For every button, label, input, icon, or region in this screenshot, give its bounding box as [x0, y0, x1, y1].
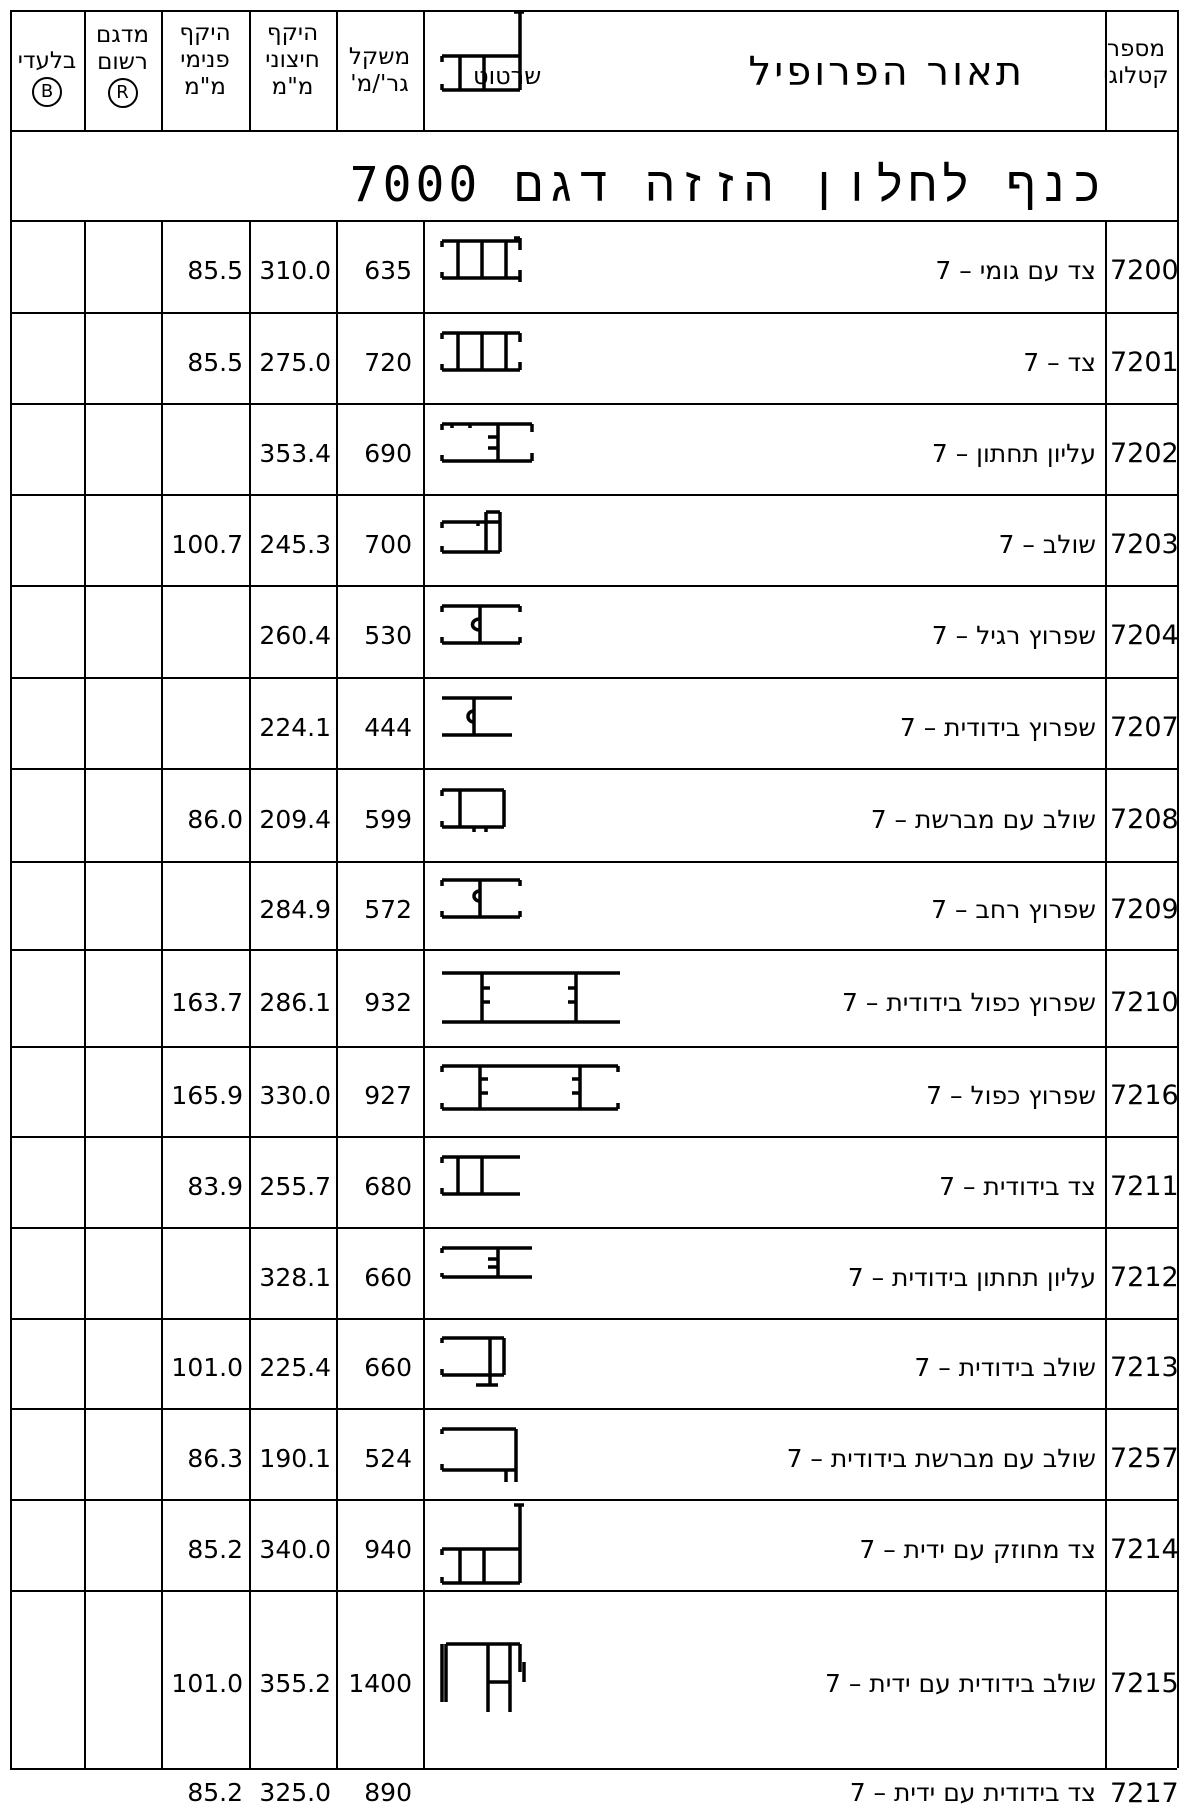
catalog-number: 7215: [1110, 1668, 1179, 1699]
catalog-number: 7216: [1110, 1080, 1179, 1111]
weight-value: 572: [364, 895, 412, 924]
header-catalog-line2: קטלוגי: [1103, 63, 1169, 89]
profile-description: צד – 7: [1023, 348, 1096, 377]
profile-drawing: [440, 1243, 640, 1307]
weight-value: 660: [364, 1263, 412, 1292]
header-registered-line1: מדגם: [96, 22, 149, 48]
inner-perimeter-value: 101.0: [171, 1669, 243, 1698]
row-divider: [10, 494, 1177, 496]
catalog-number: 7200: [1110, 255, 1179, 286]
inner-perimeter-value: 85.2: [187, 1535, 243, 1564]
weight-value: 720: [364, 348, 412, 377]
weight-value: 635: [364, 256, 412, 285]
weight-value: 444: [364, 713, 412, 742]
weight-value: 530: [364, 621, 412, 650]
header-weight: [336, 44, 423, 98]
profile-description: שפרוץ בידודית – 7: [899, 713, 1096, 742]
header-inner-perimeter: [161, 20, 249, 101]
outer-perimeter-value: 284.9: [259, 895, 331, 924]
row-divider: [10, 949, 1177, 951]
column-divider: [1105, 220, 1107, 1768]
header-catalog-line1: מספר: [1107, 36, 1165, 62]
outer-perimeter-value: 190.1: [259, 1444, 331, 1473]
header-outer-line1: היקף: [266, 20, 319, 46]
inner-perimeter-value: 100.7: [171, 530, 243, 559]
inner-perimeter-value: 83.9: [187, 1172, 243, 1201]
profile-drawing: [440, 510, 640, 574]
row-divider: [10, 1768, 1177, 1770]
outer-perimeter-value: 325.0: [259, 1778, 331, 1807]
profile-drawing: [440, 968, 640, 1032]
outer-perimeter-value: 275.0: [259, 348, 331, 377]
catalog-number: 7257: [1110, 1443, 1179, 1474]
header-outer-line3: מ"מ: [271, 74, 314, 100]
header-outer-perimeter: [249, 20, 336, 101]
outer-perimeter-value: 328.1: [259, 1263, 331, 1292]
catalog-number: 7203: [1110, 529, 1179, 560]
row-divider: [10, 403, 1177, 405]
inner-perimeter-value: 85.5: [187, 256, 243, 285]
profile-drawing: [440, 875, 640, 939]
inner-perimeter-value: 163.7: [171, 988, 243, 1017]
profile-drawing: [440, 601, 640, 665]
profile-drawing: [440, 10, 640, 98]
weight-value: 700: [364, 530, 412, 559]
outer-perimeter-value: 245.3: [259, 530, 331, 559]
weight-value: 690: [364, 439, 412, 468]
exclusive-icon: B: [32, 77, 62, 107]
profile-description: שולב – 7: [998, 530, 1096, 559]
weight-value: 680: [364, 1172, 412, 1201]
row-divider: [10, 1408, 1177, 1410]
row-divider: [10, 312, 1177, 314]
row-divider: [10, 130, 1177, 132]
profile-drawing: [440, 419, 640, 483]
header-description-text: תאור הפרופיל: [748, 49, 1025, 95]
weight-value: 524: [364, 1444, 412, 1473]
profile-drawing: [440, 1503, 640, 1591]
inner-perimeter-value: 165.9: [171, 1081, 243, 1110]
inner-perimeter-value: [161, 687, 243, 768]
profile-drawing: [440, 1061, 640, 1125]
inner-perimeter-value: 85.2: [187, 1778, 243, 1807]
outer-perimeter-value: 355.2: [259, 1669, 331, 1698]
catalog-number: 7211: [1110, 1171, 1179, 1202]
row-divider: [10, 861, 1177, 863]
profile-description: שולב עם מברשת – 7: [870, 805, 1096, 834]
inner-perimeter-value: 86.0: [187, 805, 243, 834]
profile-description: שפרוץ כפול בידודית – 7: [842, 988, 1096, 1017]
outer-perimeter-value: 330.0: [259, 1081, 331, 1110]
outer-perimeter-value: 260.4: [259, 621, 331, 650]
outer-perimeter-value: 310.0: [259, 256, 331, 285]
inner-perimeter-value: 85.5: [187, 348, 243, 377]
profile-drawing: [440, 693, 640, 757]
inner-perimeter-value: [161, 1237, 243, 1318]
header-weight-line2: גר'/מ': [350, 71, 409, 97]
profile-description: עליון תחתון – 7: [931, 439, 1096, 468]
weight-value: 890: [364, 1778, 412, 1807]
inner-perimeter-value: [161, 871, 243, 949]
profile-description: צד בידודית עם ידית – 7: [849, 1778, 1096, 1807]
section-title: כנף לחלון הזזה דגם 7000: [349, 157, 1105, 213]
catalog-number: 7204: [1110, 620, 1179, 651]
header-exclusive-text: בלעדי: [17, 48, 77, 74]
row-divider: [10, 1136, 1177, 1138]
inner-perimeter-value: 101.0: [171, 1353, 243, 1382]
column-divider: [84, 220, 86, 1768]
header-drawing-text: שרטוט: [473, 62, 542, 90]
column-divider: [10, 220, 12, 1768]
profile-drawing: [440, 1424, 640, 1488]
outer-perimeter-value: 353.4: [259, 439, 331, 468]
row-divider: [10, 1499, 1177, 1501]
weight-value: 660: [364, 1353, 412, 1382]
weight-value: 927: [364, 1081, 412, 1110]
header-outer-line2: חיצוני: [265, 47, 320, 73]
catalog-number: 7212: [1110, 1262, 1179, 1293]
catalog-number: 7217: [1110, 1778, 1179, 1809]
column-divider: [1177, 130, 1179, 220]
profile-drawing: [440, 236, 640, 300]
profile-drawing: [440, 785, 640, 849]
profile-description: צד מחוזק עם ידית – 7: [859, 1535, 1096, 1564]
catalog-number: 7207: [1110, 712, 1179, 743]
profile-description: שולב בידודית – 7: [914, 1353, 1096, 1382]
profile-description: שפרוץ רחב – 7: [931, 895, 1096, 924]
row-divider: [10, 768, 1177, 770]
outer-perimeter-value: 209.4: [259, 805, 331, 834]
catalog-number: 7201: [1110, 347, 1179, 378]
registered-icon: R: [108, 78, 138, 108]
profile-description: שפרוץ רגיל – 7: [931, 621, 1096, 650]
profile-drawing: [440, 1152, 640, 1216]
profile-description: צד עם גומי – 7: [935, 256, 1096, 285]
profile-description: צד בידודית – 7: [939, 1172, 1096, 1201]
catalog-number: 7208: [1110, 804, 1179, 835]
profile-description: עליון תחתון בידודית – 7: [847, 1263, 1096, 1292]
header-catalog-number: [1095, 36, 1177, 90]
row-divider: [10, 1227, 1177, 1229]
header-inner-line1: היקף: [179, 20, 231, 46]
catalog-number: 7210: [1110, 987, 1179, 1018]
outer-perimeter-value: 286.1: [259, 988, 331, 1017]
header-registered-design: [84, 22, 161, 108]
profile-description: שולב עם מברשת בידודית – 7: [786, 1444, 1096, 1473]
outer-perimeter-value: 340.0: [259, 1535, 331, 1564]
catalog-number: 7213: [1110, 1352, 1179, 1383]
column-divider: [10, 130, 12, 220]
header-inner-line2: פנימי: [180, 47, 230, 73]
outer-perimeter-value: 255.7: [259, 1172, 331, 1201]
inner-perimeter-value: [161, 413, 243, 494]
inner-perimeter-value: [161, 595, 243, 677]
profile-drawing: [440, 328, 640, 392]
header-exclusive: [10, 48, 84, 107]
profile-description: שולב בידודית עם ידית – 7: [825, 1669, 1096, 1698]
weight-value: 940: [364, 1535, 412, 1564]
weight-value: 1400: [348, 1669, 412, 1698]
profile-drawing: [440, 1333, 640, 1397]
outer-perimeter-value: 224.1: [259, 713, 331, 742]
catalog-number: 7202: [1110, 438, 1179, 469]
catalog-number: 7214: [1110, 1534, 1179, 1565]
header-registered-line2: רשום: [97, 49, 148, 75]
row-divider: [10, 677, 1177, 679]
weight-value: 599: [364, 805, 412, 834]
column-divider: [1177, 10, 1179, 130]
header-inner-line3: מ"מ: [184, 74, 226, 100]
outer-perimeter-value: 225.4: [259, 1353, 331, 1382]
row-divider: [10, 1318, 1177, 1320]
column-divider: [423, 220, 425, 1768]
catalog-number: 7209: [1110, 894, 1179, 925]
inner-perimeter-value: 86.3: [187, 1444, 243, 1473]
weight-value: 932: [364, 988, 412, 1017]
profile-drawing: [440, 1642, 640, 1720]
profile-description: שפרוץ כפול – 7: [926, 1081, 1096, 1110]
row-divider: [10, 585, 1177, 587]
row-divider: [10, 1046, 1177, 1048]
header-weight-line1: משקל: [348, 44, 411, 70]
